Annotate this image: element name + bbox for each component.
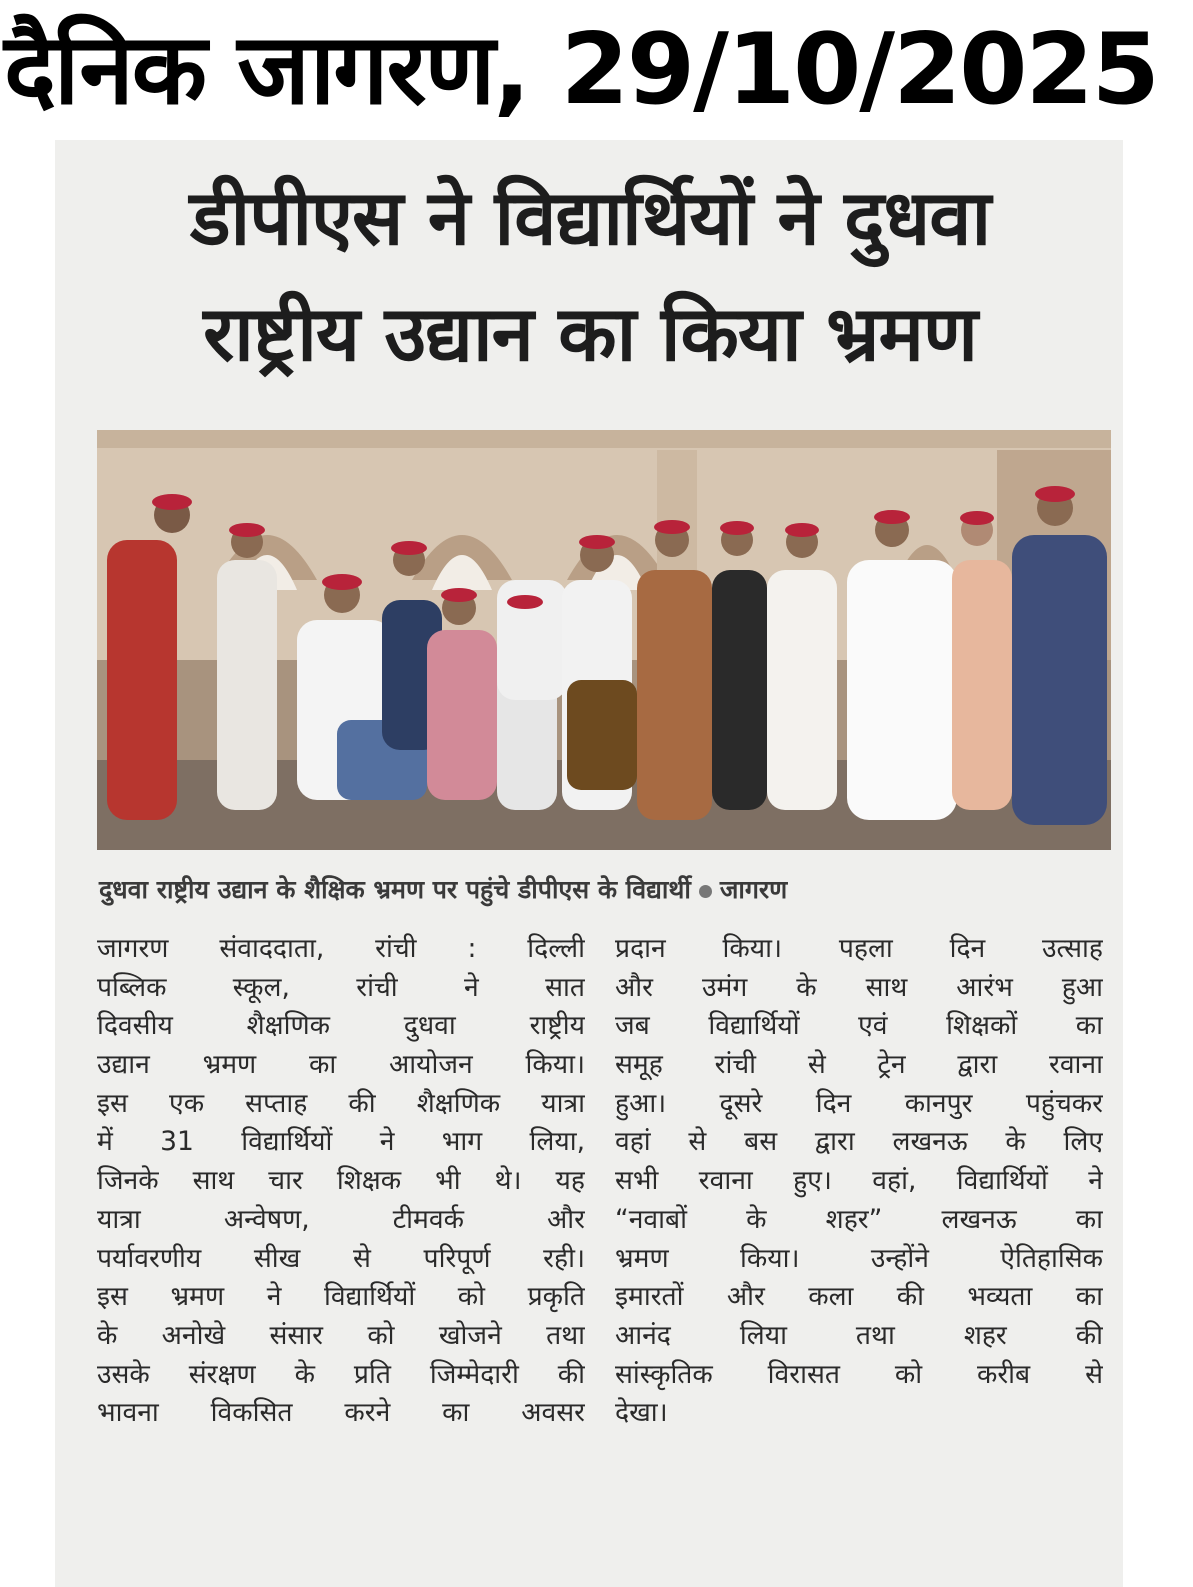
caption-credit: जागरण [719,875,788,904]
column-line: समूह रांची से ट्रेन द्वारा रवाना [615,1049,1103,1081]
column-line: सांस्कृतिक विरासत को करीब से [615,1358,1103,1390]
column-line: दिवसीय शैक्षणिक दुधवा राष्ट्रीय [97,1010,585,1042]
column-line: सभी रवाना हुए। वहां, विद्यार्थियों ने [615,1165,1103,1197]
column-line: आनंद लिया तथा शहर की [615,1319,1103,1351]
column-line: के अनोखे संसार को खोजने तथा [97,1319,585,1351]
column-line: इस भ्रमण ने विद्यार्थियों को प्रकृति [97,1281,585,1313]
column-line: प्रदान किया। पहला दिन उत्साह [615,933,1103,964]
column-line: में 31 विद्यार्थियों ने भाग लिया, [97,1126,585,1158]
bullet-dot-icon [699,885,712,898]
group-photo [97,430,1111,850]
column-line: उद्यान भ्रमण का आयोजन किया। [97,1049,585,1081]
newspaper-masthead: दैनिक जागरण, 29/10/2025 [4,13,1158,127]
photo-caption [99,873,1099,907]
column-line: यात्रा अन्वेषण, टीमवर्क और [97,1203,585,1235]
column-line: वहां से बस द्वारा लखनऊ के लिए [615,1126,1103,1158]
article-headline [95,160,1085,392]
column-line: और उमंग के साथ आरंभ हुआ [615,971,1103,1003]
column-line: इमारतों और कला की भव्यता का [615,1281,1103,1313]
column-line: भावना विकसित करने का अवसर [97,1397,585,1429]
column-line: उसके संरक्षण के प्रति जिम्मेदारी की [97,1358,585,1390]
article-column-1 [97,930,585,1433]
article-column-2 [615,930,1103,1433]
column-line: देखा। [615,1397,668,1429]
column-line: भ्रमण किया। उन्होंने ऐतिहासिक [615,1242,1103,1274]
caption-text: दुधवा राष्ट्रीय उद्यान के शैक्षिक भ्रमण पर पहुंचे डीपीएस के विद्यार्थी [99,875,691,904]
column-line: जागरण संवाददाता, रांची : दिल्ली [97,933,585,964]
column-line: जब विद्यार्थियों एवं शिक्षकों का [615,1010,1103,1042]
headline-line-2: राष्ट्रीय उद्यान का किया भ्रमण [203,289,977,378]
column-line: इस एक सप्ताह की शैक्षणिक यात्रा [97,1087,585,1119]
column-line: जिनके साथ चार शिक्षक भी थे। यह [97,1165,585,1197]
column-line: पब्लिक स्कूल, रांची ने सात [97,971,585,1003]
newspaper-clipping [55,140,1123,1587]
group-photo-illustration [97,430,1111,850]
column-line: “नवाबों के शहर” लखनऊ का [615,1203,1103,1235]
column-line: पर्यावरणीय सीख से परिपूर्ण रही। [97,1242,585,1274]
headline-line-1: डीपीएस ने विद्यार्थियों ने दुधवा [189,173,991,262]
column-line: हुआ। दूसरे दिन कानपुर पहुंचकर [615,1087,1103,1119]
